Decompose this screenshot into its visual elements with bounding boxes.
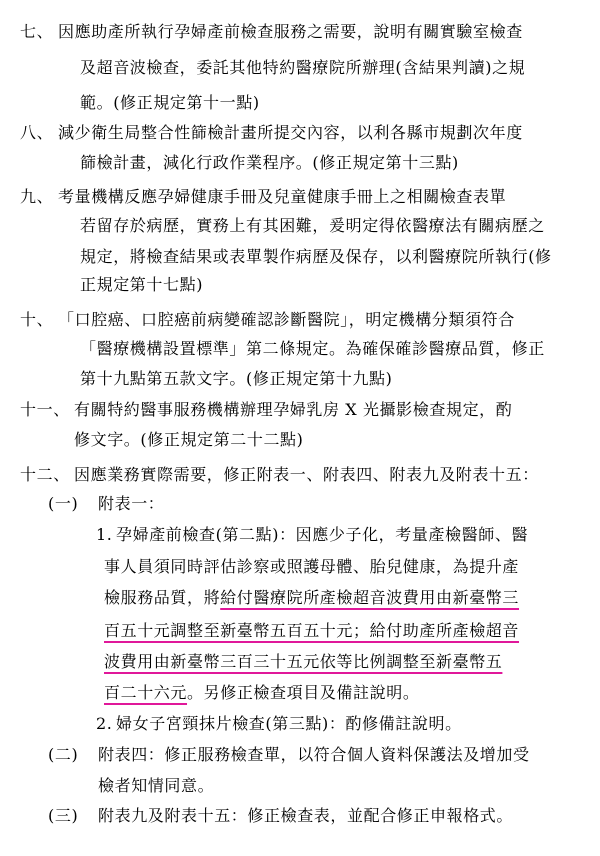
item-8-line-2: 篩檢計畫，減化行政作業程序。(修正規定第十三點) xyxy=(80,153,459,172)
item-11-line-1: 有關特約醫事服務機構辦理孕婦乳房 X 光攝影檢查規定，酌 xyxy=(74,400,513,419)
item-10-number: 十、 xyxy=(20,310,54,329)
item-10-line-1: 「口腔癌、口腔癌前病變確認診斷醫院」，明定機構分類須符合 xyxy=(58,310,515,329)
item-9-number: 九、 xyxy=(20,187,54,206)
underlined-fee-text-3: 波費用由新臺幣三百三十五元依等比例調整至新臺幣五 xyxy=(104,652,503,671)
item-9-line-2: 若留存於病歷，實務上有其困難，爰明定得依醫療法有關病歷之 xyxy=(80,216,545,235)
point-1-line-2: 事人員須同時評估診察或照護母體、胎兒健康，為提升產 xyxy=(104,557,520,576)
underlined-fee-text-4: 百二十六元 xyxy=(104,683,188,702)
point-2-line: 婦女子宮頸抹片檢查(第三點)：酌修備註說明。 xyxy=(116,714,462,733)
item-11-number: 十一、 xyxy=(20,400,70,419)
item-10-line-2: 「醫療機構設置標準」第二條規定。為確保確診醫療品質，修正 xyxy=(80,339,545,358)
item-7-line-1: 因應助產所執行孕婦產前檢查服務之需要，說明有關實驗室檢查 xyxy=(58,22,523,41)
item-9-line-3: 規定，將檢查結果或表單製作病歷及保存，以利醫療院所執行(修 xyxy=(80,247,552,266)
sub-1-number: (一) xyxy=(48,494,79,513)
sub-3-number: (三) xyxy=(48,806,79,825)
item-7-line-2: 及超音波檢查，委託其他特約醫療院所辦理(含結果判讀)之規 xyxy=(80,58,526,77)
item-9-line-1: 考量機構反應孕婦健康手冊及兒童健康手冊上之相關檢查表單 xyxy=(58,187,507,206)
item-11-line-2: 修文字。(修正規定第二十二點) xyxy=(74,430,304,449)
underlined-fee-text-2: 百五十元調整至新臺幣五百五十元；給付助產所產檢超音 xyxy=(104,621,520,640)
point-1-number: 1. xyxy=(96,525,113,544)
point-1-line-6-plain: 。另修正檢查項目及備註說明。 xyxy=(187,683,420,702)
point-1-line-1: 孕婦產前檢查(第二點)：因應少子化，考量產檢醫師、醫 xyxy=(116,525,529,544)
point-1-line-3-plain: 檢服務品質，將 xyxy=(104,588,221,607)
sub-2-line-1: 附表四：修正服務檢查單，以符合個人資料保護法及增加受 xyxy=(98,745,530,764)
point-2-number: 2. xyxy=(96,714,113,733)
sub-2-line-2: 檢者知情同意。 xyxy=(98,776,215,795)
point-1-line-5 xyxy=(104,652,502,672)
item-7-number: 七、 xyxy=(20,22,54,41)
point-1-line-6 xyxy=(104,683,419,703)
underlined-fee-text-1: 給付醫療院所產檢超音波費用由新臺幣三 xyxy=(220,588,520,607)
sub-2-number: (二) xyxy=(48,745,79,764)
point-1-line-3 xyxy=(104,588,519,608)
item-10-line-3: 第十九點第五款文字。(修正規定第十九點) xyxy=(80,369,393,388)
item-12-number: 十二、 xyxy=(20,465,70,484)
sub-1-title: 附表一： xyxy=(98,494,165,513)
item-7-line-3: 範。(修正規定第十一點) xyxy=(80,93,260,112)
item-9-line-4: 正規定第十七點) xyxy=(80,275,204,294)
item-8-number: 八、 xyxy=(20,123,54,142)
item-8-line-1: 減少衛生局整合性篩檢計畫所提交內容，以利各縣市規劃次年度 xyxy=(58,123,523,142)
point-1-line-4 xyxy=(104,621,519,641)
sub-3-line: 附表九及附表十五：修正檢查表，並配合修正申報格式。 xyxy=(98,806,514,825)
item-12-line: 因應業務實際需要，修正附表一、附表四、附表九及附表十五： xyxy=(74,465,539,484)
